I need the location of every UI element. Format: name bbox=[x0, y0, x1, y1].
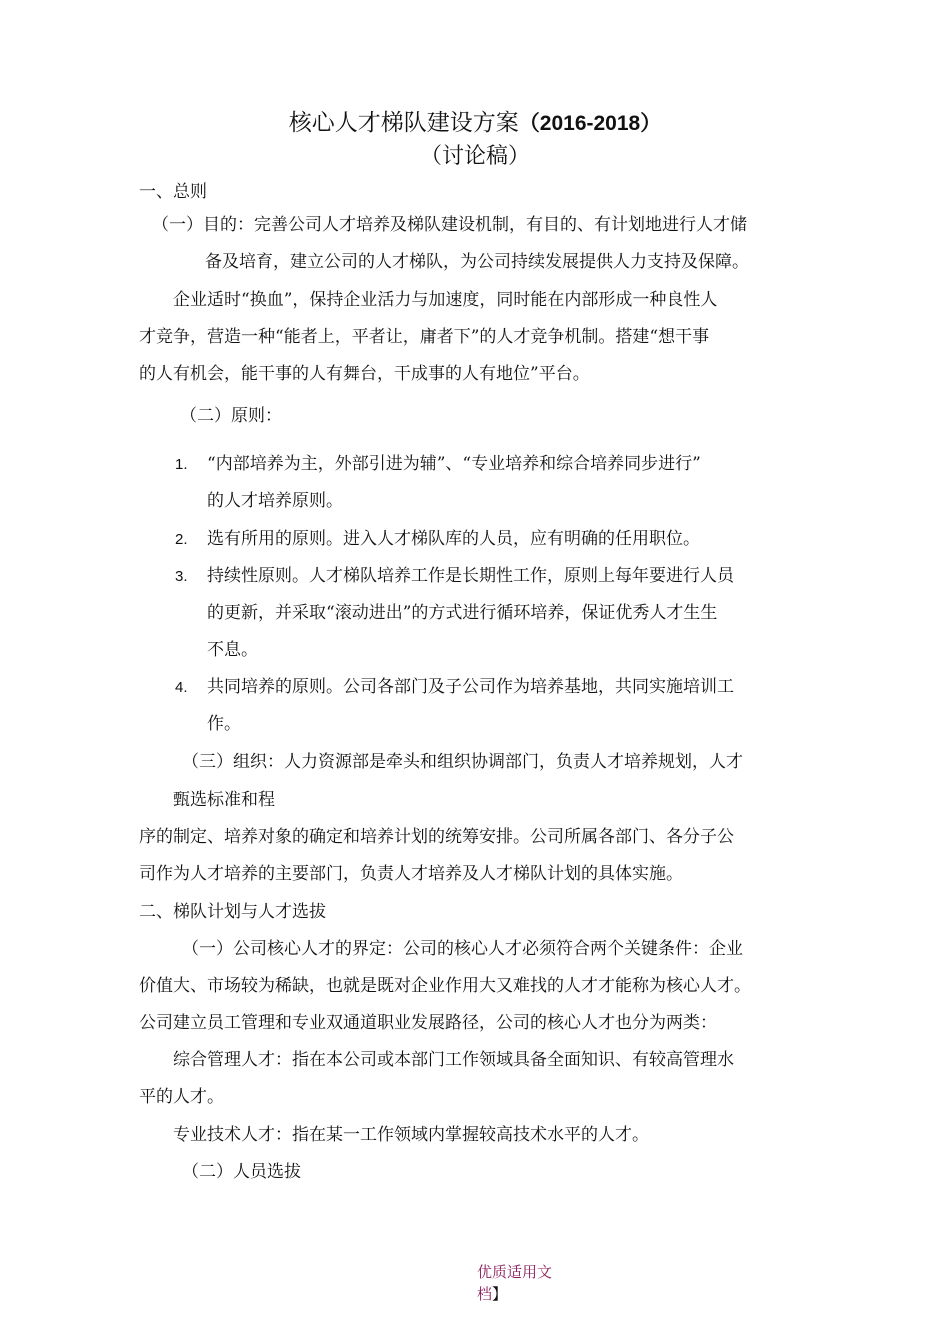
selection-heading: （二）人员选拔 bbox=[182, 1162, 301, 1182]
intro-paragraph-line-3: 的人有机会，能干事的人有舞台，干成事的人有地位”平台。 bbox=[139, 364, 590, 384]
list-item-line: 选有所用的原则。进入人才梯队库的人员，应有明确的任用职位。 bbox=[207, 529, 700, 549]
title-year: （2016-2018） bbox=[518, 112, 662, 135]
list-item-line: 的人才培养原则。 bbox=[207, 491, 343, 511]
purpose-line-2: 备及培育，建立公司的人才梯队，为公司持续发展提供人力支持及保障。 bbox=[205, 252, 749, 272]
list-item-line: 作。 bbox=[207, 714, 241, 734]
document-title bbox=[0, 108, 950, 139]
definition-line-1: （一）公司核心人才的界定：公司的核心人才必须符合两个关键条件：企业 bbox=[182, 939, 743, 959]
organization-line-1: （三）组织：人力资源部是牵头和组织协调部门，负责人才培养规划，人才 bbox=[182, 752, 743, 772]
purpose-line-1: （一）目的：完善公司人才培养及梯队建设机制，有目的、有计划地进行人才储 bbox=[152, 215, 747, 235]
list-item-line: 持续性原则。人才梯队培养工作是长期性工作，原则上每年要进行人员 bbox=[207, 566, 734, 586]
list-number: 1. bbox=[175, 456, 188, 473]
principle-heading: （二）原则： bbox=[180, 406, 282, 426]
page-footer bbox=[477, 1261, 577, 1305]
list-number: 2. bbox=[175, 531, 188, 548]
list-number: 3. bbox=[175, 568, 188, 585]
list-item-line: 不息。 bbox=[207, 640, 258, 660]
intro-paragraph-line-2: 才竞争，营造一种“能者上，平者让，庸者下”的人才竞争机制。搭建“想干事 bbox=[139, 327, 710, 347]
footer-text: 优质适用文档 bbox=[477, 1263, 553, 1303]
intro-paragraph-line-1: 企业适时“换血”，保持企业活力与加速度，同时能在内部形成一种良性人 bbox=[173, 290, 718, 310]
section-2-heading: 二、梯队计划与人才选拔 bbox=[139, 902, 326, 922]
list-number: 4. bbox=[175, 679, 188, 696]
organization-line-3: 序的制定、培养对象的确定和培养计划的统筹安排。公司所属各部门、各分子公 bbox=[139, 827, 734, 847]
definition-line-3: 公司建立员工管理和专业双通道职业发展路径，公司的核心人才也分为两类： bbox=[139, 1013, 717, 1033]
definition-line-2: 价值大、市场较为稀缺，也就是既对企业作用大又难找的人才才能称为核心人才。 bbox=[139, 976, 751, 996]
section-1-heading: 一、总则 bbox=[139, 182, 207, 202]
document-subtitle: （讨论稿） bbox=[419, 144, 530, 169]
title-text: 核心人才梯队建设方案 bbox=[288, 110, 519, 136]
management-talent-line-1: 综合管理人才：指在本公司或本部门工作领域具备全面知识、有较高管理水 bbox=[173, 1050, 734, 1070]
list-item-line: “内部培养为主，外部引进为辅”、“专业培养和综合培养同步进行” bbox=[207, 454, 701, 474]
management-talent-line-2: 平的人才。 bbox=[139, 1087, 224, 1107]
footer-end-mark: 】 bbox=[492, 1285, 508, 1303]
organization-line-4: 司作为人才培养的主要部门，负责人才培养及人才梯队计划的具体实施。 bbox=[139, 864, 683, 884]
list-item-line: 共同培养的原则。公司各部门及子公司作为培养基地，共同实施培训工 bbox=[207, 677, 734, 697]
technical-talent-line: 专业技术人才：指在某一工作领域内掌握较高技术水平的人才。 bbox=[173, 1125, 649, 1145]
organization-line-2: 甄选标准和程 bbox=[173, 790, 275, 810]
list-item-line: 的更新，并采取“滚动进出”的方式进行循环培养，保证优秀人才生生 bbox=[207, 603, 718, 623]
